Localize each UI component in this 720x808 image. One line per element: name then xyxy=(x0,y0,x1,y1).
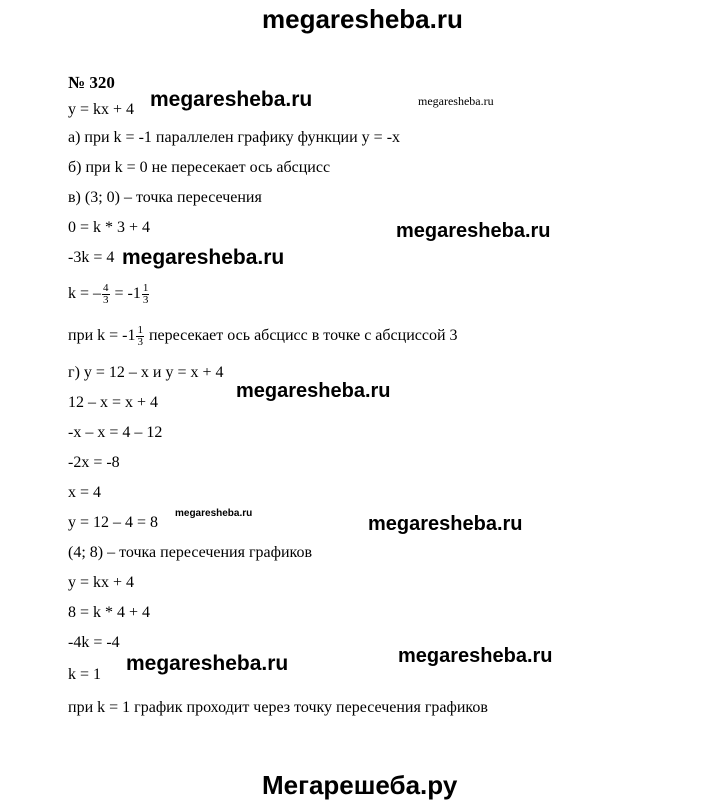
equation-line: y = kx + 4 xyxy=(68,574,135,591)
conclusion-text: пересекает ось абсцисс в точке с абсциссой 3 xyxy=(144,327,458,345)
fraction-denominator: 3 xyxy=(142,294,149,306)
watermark: megaresheba.ru xyxy=(175,508,253,519)
fraction-numerator: 1 xyxy=(137,324,143,336)
fraction xyxy=(136,325,144,348)
watermark: megaresheba.ru xyxy=(126,652,289,675)
watermark: megaresheba.ru xyxy=(398,645,553,667)
equation-line: k = 1 xyxy=(68,666,102,683)
fraction-denominator: 3 xyxy=(137,336,143,348)
equation-line: y = kx + 4 xyxy=(68,101,135,118)
equation-line: -x – x = 4 – 12 xyxy=(68,424,163,441)
equation-line: 0 = k * 3 + 4 xyxy=(68,219,151,236)
equation-line: 12 – x = x + 4 xyxy=(68,394,159,411)
header-watermark: megaresheba.ru xyxy=(262,4,463,34)
equation-line: 8 = k * 4 + 4 xyxy=(68,604,151,621)
k-fraction-line xyxy=(68,283,150,306)
fraction xyxy=(102,283,110,306)
answer-d-header: г) y = 12 – x и y = x + 4 xyxy=(68,364,224,381)
final-conclusion: при k = 1 график проходит через точку пересечения графиков xyxy=(68,699,488,716)
answer-b: б) при k = 0 не пересекает ось абсцисс xyxy=(68,159,331,176)
problem-number: № 320 xyxy=(68,73,115,92)
fraction-numerator: 1 xyxy=(142,282,149,294)
k-conclusion-line xyxy=(68,325,458,348)
intersection-point-line: (4; 8) – точка пересечения графиков xyxy=(68,544,313,561)
answer-a: а) при k = -1 параллелен графику функции y = -x xyxy=(68,129,401,146)
fraction-denominator: 3 xyxy=(103,294,109,306)
answer-c-header: в) (3; 0) – точка пересечения xyxy=(68,189,262,206)
watermark: megaresheba.ru xyxy=(368,513,523,535)
watermark: megaresheba.ru xyxy=(396,220,551,242)
equation-line: -4k = -4 xyxy=(68,634,120,651)
equation-line: x = 4 xyxy=(68,484,102,501)
fraction-numerator: 4 xyxy=(103,282,109,294)
equation-text: k = – xyxy=(68,285,102,303)
equation-line: -2x = -8 xyxy=(68,454,120,471)
equation-line: -3k = 4 xyxy=(68,249,115,266)
watermark: megaresheba.ru xyxy=(122,246,285,269)
footer-watermark: Мегарешеба.ру xyxy=(262,770,458,800)
watermark: megaresheba.ru xyxy=(418,94,494,108)
watermark: megaresheba.ru xyxy=(150,88,313,111)
watermark: megaresheba.ru xyxy=(236,380,391,402)
equation-line: y = 12 – 4 = 8 xyxy=(68,514,159,531)
conclusion-text: при k = -1 xyxy=(68,327,136,345)
fraction xyxy=(142,283,150,306)
equation-text: = -1 xyxy=(110,285,141,303)
